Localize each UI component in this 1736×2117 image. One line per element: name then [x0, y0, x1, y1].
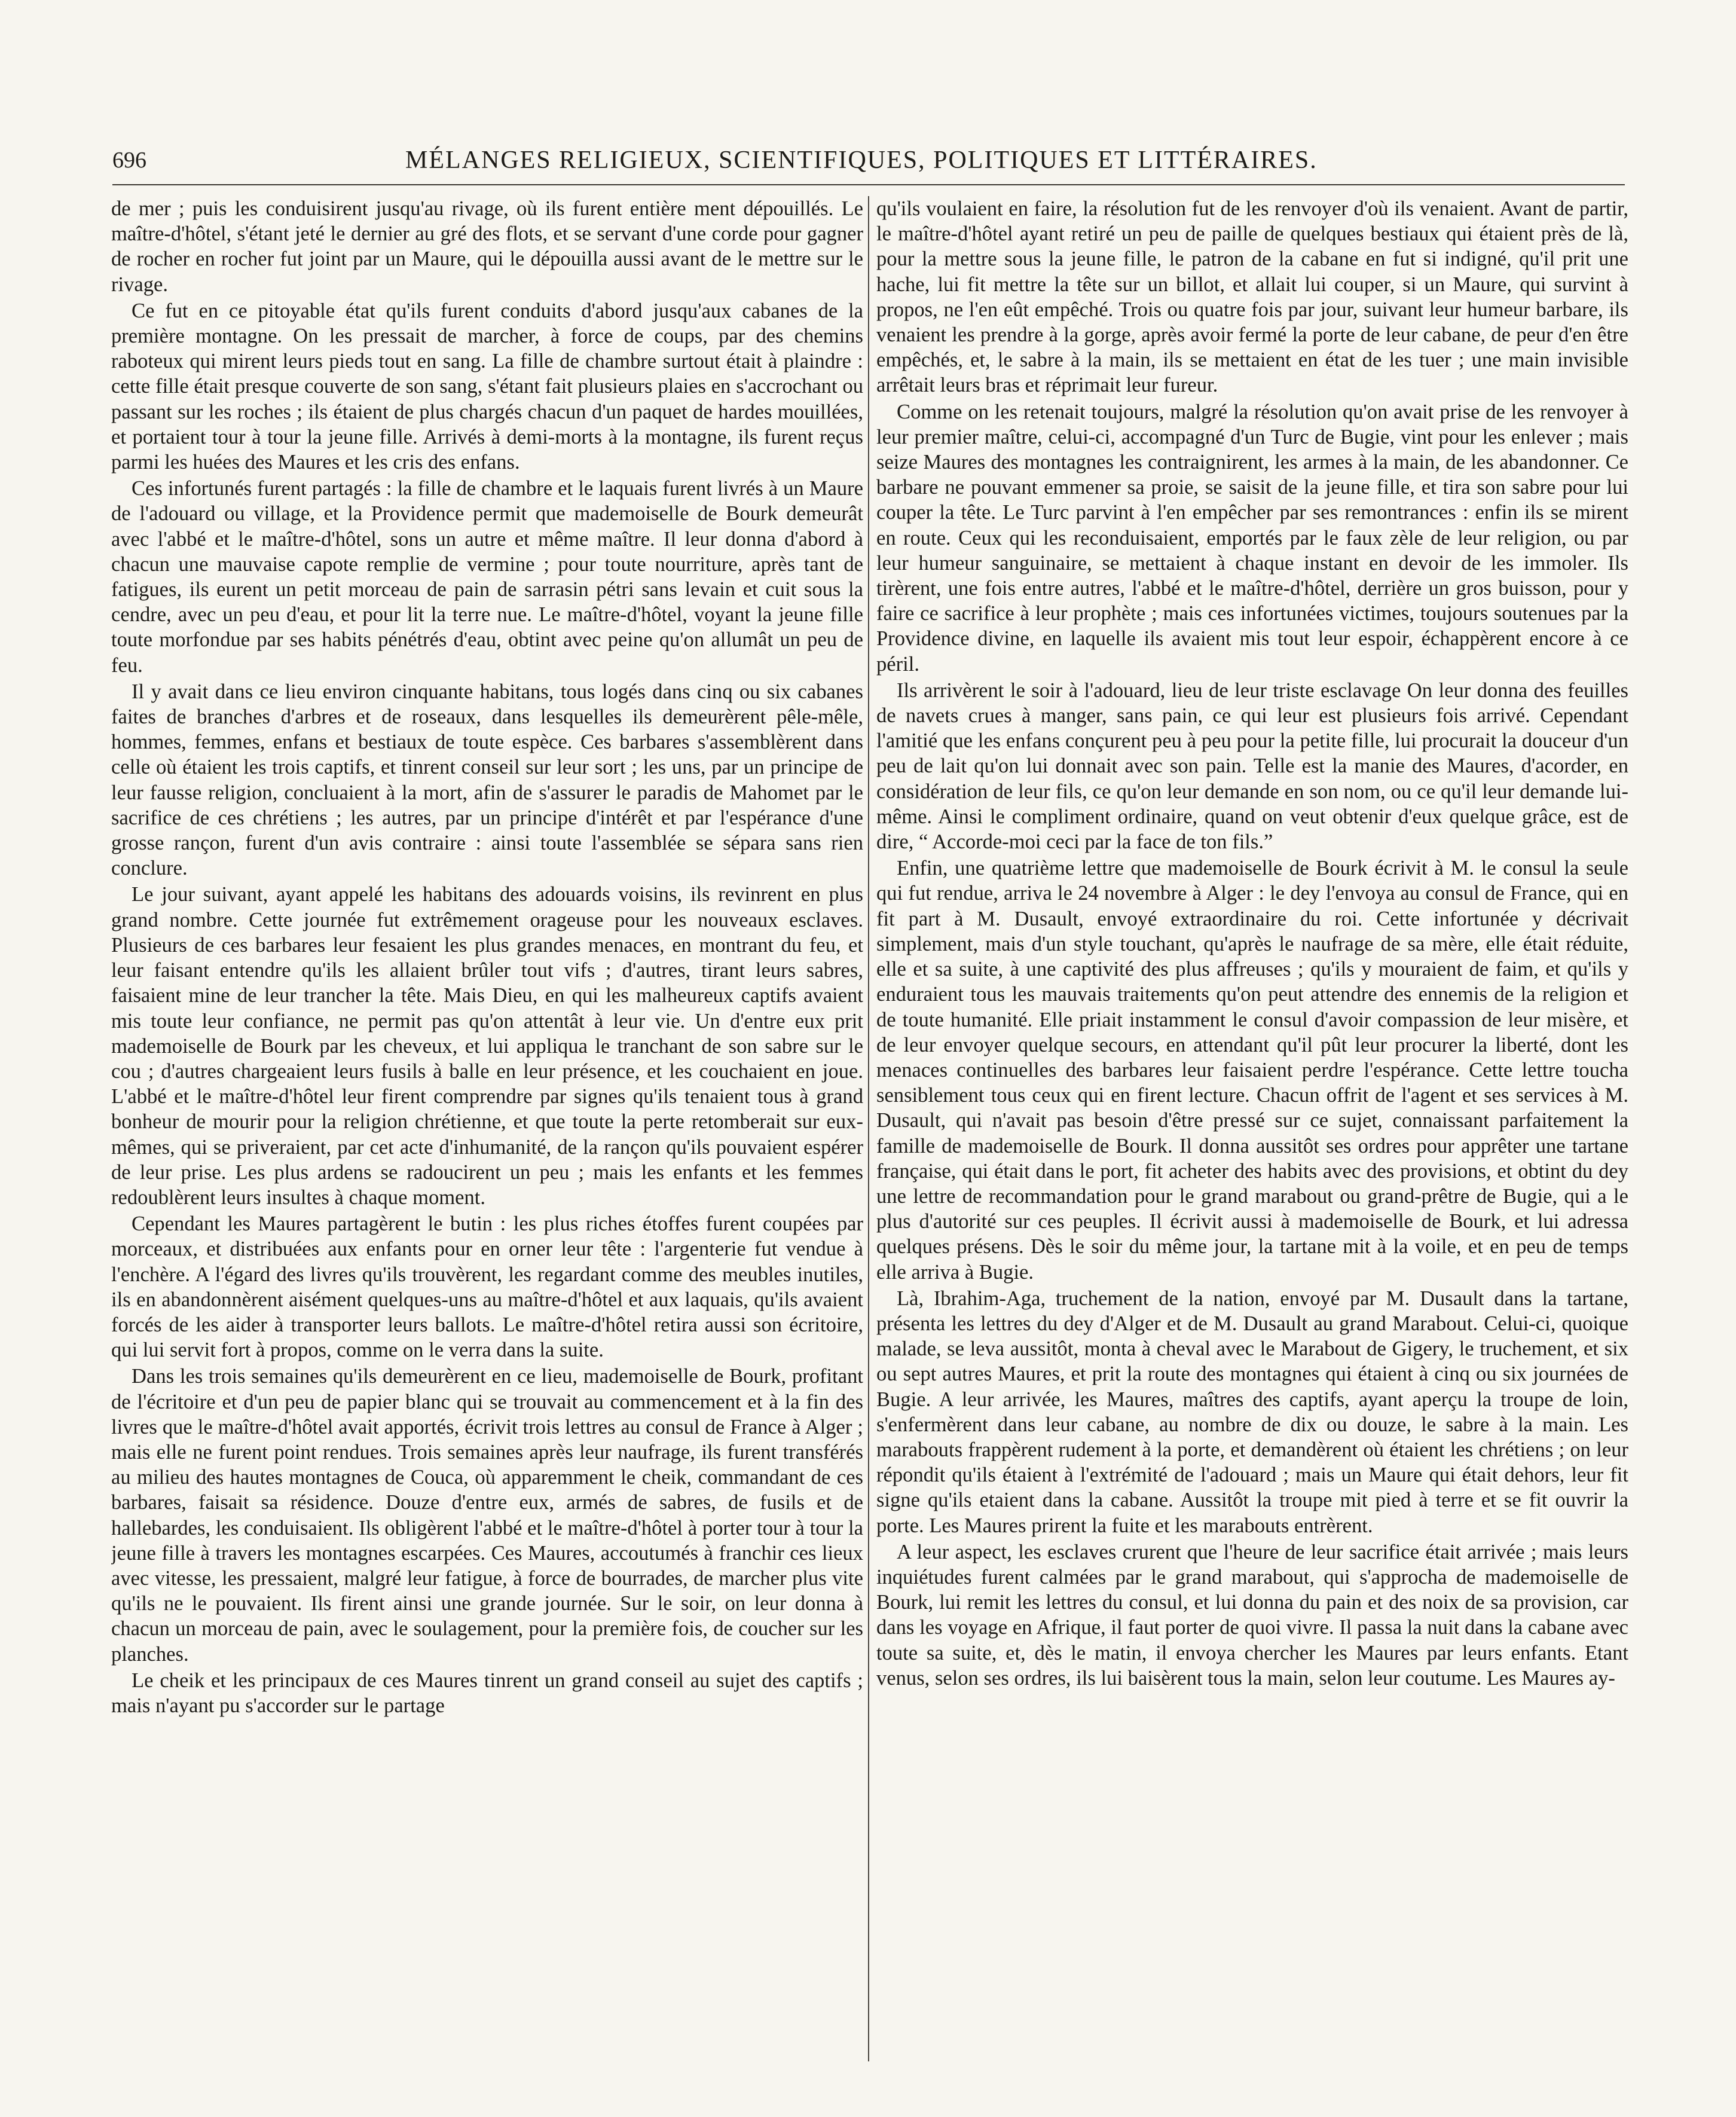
page-number: 696	[112, 148, 146, 173]
paragraph: Là, Ibrahim-Aga, truchement de la nation, envoyé par M. Dusault dans la tartane, présenta les lettres du dey d'Alger et de M. Dusault au grand Marabout. Celui-ci, quoique malade, se leva aussitôt, monta à cheval avec le Marabout de Gigery, le truchement, et six ou sept autres Maures, et prit la route des montagnes qui étaient à cinq ou six journées de Bugie. A leur arrivée, les Maures, maîtres des captifs, ayant aperçu la troupe de loin, s'enfermèrent dans leur cabane, au nombre de dix ou douze, le sabre à la main. Les marabouts frappèrent rudement à la porte, et demandèrent où étaient les chrétiens ; on leur répondit qu'ils étaient à l'extrémité de l'adouard ; mais un Maure qui était dehors, leur fit signe qu'ils etaient dans la cabane. Aussitôt la troupe mit pied à terre et se fit ouvrir la porte. Les Maures prirent la fuite et les marabouts entrèrent.	[876, 1287, 1628, 1537]
paragraph: Le cheik et les principaux de ces Maures tinrent un grand conseil au sujet des captifs ; mais n'ayant pu s'accorder sur le partage	[111, 1669, 863, 1717]
page-header	[112, 142, 1625, 178]
paragraph: A leur aspect, les esclaves crurent que l'heure de leur sacrifice était arrivée ; mais leurs inquiétudes furent calmées par le grand marabout, qui s'approcha de mademoiselle de Bourk, lui remit les lettres du consul, et lui donna du pain et des noix de sa provision, car dans les voyage en Afrique, il faut porter de quoi vivre. Il passa la nuit dans la cabane avec toute sa suite, et, dès le matin, il envoya chercher les Maures par leurs enfants. Etant venus, selon ses ordres, ils lui baisèrent tous la main, selon leur coutume. Les Maures ay-	[876, 1540, 1628, 1690]
paragraph: Ils arrivèrent le soir à l'adouard, lieu de leur triste esclavage On leur donna des feuilles de navets crues à manger, sans pain, ce qui leur est plusieurs fois arrivé. Cependant l'amitié que les enfans conçurent peu à peu pour la petite fille, lui procurait la douceur d'un peu de lait qu'on lui donnait avec son pain. Telle est la manie des Maures, d'acorder, en considération de leur fils, ce qu'on leur demande en son nom, ou ce qu'il leur demande lui-même. Ainsi le compliment ordinaire, quand on veut obtenir d'eux quelque grâce, est de dire, “ Accorde-moi ceci par la face de ton fils.”	[876, 679, 1628, 854]
running-title: MÉLANGES RELIGIEUX, SCIENTIFIQUES, POLITIQUES ET LITTÉRAIRES.	[405, 146, 1318, 174]
paragraph: Comme on les retenait toujours, malgré la résolution qu'on avait prise de les renvoyer à leur premier maître, celui-ci, accompagné d'un Turc de Bugie, vint pour les enlever ; mais seize Maures des montagnes les contraignirent, les armes à la main, de les abandonner. Ce barbare ne pouvant emmener sa proie, se saisit de la jeune fille, et tira son sabre pour lui couper la tête. Le Turc parvint à l'en empêcher par ses remontrances : enfin ils se mirent en route. Ceux qui les reconduisaient, emportés par le faux zèle de leur religion, ou par leur humeur sanguinaire, se mettaient à chaque instant en devoir de les immoler. Ils tirèrent, une fois entre autres, l'abbé et le maître-d'hôtel, derrière un gros buisson, pour y faire ce sacrifice à leur prophète ; mais ces infortunées victimes, toujours soutenues par la Providence divine, en laquelle ils avaient mis tout leur espoir, échappèrent encore à ce péril.	[876, 400, 1628, 676]
left-column	[111, 196, 863, 2067]
paragraph: Dans les trois semaines qu'ils demeurèrent en ce lieu, mademoiselle de Bourk, profitant de l'écritoire et d'un peu de papier blanc qui se trouvait au commencement et à la fin des livres que le maître-d'hôtel avait apportés, écrivit trois lettres au consul de France à Alger ; mais elle ne furent point rendues. Trois semaines après leur naufrage, ils furent transférés au milieu des hautes montagnes de Couca, où apparemment le cheik, commandant de ces barbares, faisait sa résidence. Douze d'entre eux, armés de sabres, de fusils et de hallebardes, les conduisaient. Ils obligèrent l'abbé et le maître-d'hôtel à porter tour à tour la jeune fille à travers les montagnes escarpées. Ces Maures, accoutumés à franchir ces lieux avec vitesse, les pressaient, malgré leur fatigue, à force de bourrades, de marcher plus vite qu'ils ne le pouvaient. Ils firent ainsi une grande journée. Sur le soir, on leur donna à chacun un morceau de pain, avec le soulagement, pour la première fois, de coucher sur les planches.	[111, 1365, 863, 1666]
right-column	[876, 196, 1628, 2067]
paragraph: qu'ils voulaient en faire, la résolution fut de les renvoyer d'où ils venaient. Avant de partir, le maître-d'hôtel ayant retiré un peu de paille de quelques bestiaux qui étaient près de là, pour la mettre sous la jeune fille, le patron de la cabane en fut si indigné, qu'il prit une hache, lui fit mettre la tête sur un billot, et allait lui couper, si un Maure, qui survint à propos, ne l'en eût empêché. Trois ou quatre fois par jour, suivant leur humeur barbare, ils venaient les prendre à la gorge, après avoir fermé la porte de leur cabane, de peur d'en être empêchés, et, le sabre à la main, ils se mettaient en état de les tuer ; une main invisible arrêtait leurs bras et réprimait leur fureur.	[876, 197, 1628, 397]
paragraph: Cependant les Maures partagèrent le butin : les plus riches étoffes furent coupées par morceaux, et distribuées aux enfants pour en orner leur tête : l'argenterie fut vendue à l'enchère. A l'égard des livres qu'ils trouvèrent, les regardant comme des meubles inutiles, ils en abandonnèrent aisément quelques-uns au maître-d'hôtel et aux laquais, qu'ils avaient forcés de les aider à transporter leurs ballots. Le maître-d'hôtel retira aussi son écritoire, qui lui servit fort à propos, comme on le verra dans la suite.	[111, 1212, 863, 1362]
column-divider	[868, 196, 869, 2061]
paragraph: Le jour suivant, ayant appelé les habitans des adouards voisins, ils revinrent en plus grand nombre. Cette journée fut extrêmement orageuse pour les nouveaux esclaves. Plusieurs de ces barbares leur fesaient les plus grandes menaces, en montrant du feu, et leur faisant entendre qu'ils les allaient brûler tout vifs ; d'autres, tirant leurs sabres, faisaient mine de leur trancher la tête. Mais Dieu, en qui les malheureux captifs avaient mis toute leur confiance, ne permit pas qu'on attentât à leur vie. Un d'entre eux prit mademoiselle de Bourk par les cheveux, et lui appliqua le tranchant de son sabre sur le cou ; d'autres chargeaient leurs fusils à balle en leur présence, et les couchaient en joue. L'abbé et le maître-d'hôtel leur firent comprendre par signes qu'ils tenaient tous à grand bonheur de mourir pour la religion chrétienne, et que toute la perte retomberait sur eux-mêmes, qui se priveraient, par cet acte d'inhumanité, de la rançon qu'ils pouvaient espérer de leur prise. Les plus ardens se radoucirent un peu ; mais les enfants et les femmes redoublèrent leurs insultes à chaque moment.	[111, 883, 863, 1209]
paragraph: Il y avait dans ce lieu environ cinquante habitans, tous logés dans cinq ou six cabanes faites de branches d'arbres et de roseaux, dans lesquelles ils demeurèrent pêle-mêle, hommes, femmes, enfans et bestiaux de toute espèce. Ces barbares s'assemblèrent dans celle où étaient les trois captifs, et tinrent conseil sur leur sort ; les uns, par un principe de leur fausse religion, concluaient à la mort, afin de s'assurer le paradis de Mahomet par le sacrifice de ces chrétiens ; les autres, par un principe d'intérêt et par l'espérance d'une grosse rançon, furent d'un avis contraire : ainsi toute l'assemblée se sépara sans rien conclure.	[111, 680, 863, 880]
paragraph: Ces infortunés furent partagés : la fille de chambre et le laquais furent livrés à un Maure de l'adouard ou village, et la Providence permit que mademoiselle de Bourk demeurât avec l'abbé et le maître-d'hôtel, sons un autre et même maître. Il leur donna d'abord à chacun une mauvaise capote remplie de vermine ; pour toute nourriture, après tant de fatigues, ils eurent un petit morceau de pain de sarrasin pétri sans levain et cuit sous la cendre, avec un peu d'eau, et pour lit la terre nue. Le maître-d'hôtel, voyant la jeune fille toute morfondue par ses habits pénétrés d'eau, obtint avec peine qu'on allumât un peu de feu.	[111, 477, 863, 677]
paragraph: de mer ; puis les conduisirent jusqu'au rivage, où ils furent entière ment dépouillés. Le maître-d'hôtel, s'étant jeté le dernier au gré des flots, et se servant d'une corde pour gagner de rocher en rocher fut joint par un Maure, qui le dépouilla aussi avant de le mettre sur le rivage.	[111, 197, 863, 296]
header-rule	[112, 184, 1625, 185]
paragraph: Ce fut en ce pitoyable état qu'ils furent conduits d'abord jusqu'aux cabanes de la première montagne. On les pressait de marcher, à force de coups, par des chemins raboteux qui mirent leurs pieds tout en sang. La fille de chambre surtout était à plaindre : cette fille était presque couverte de son sang, s'étant fait plusieurs plaies en s'accrochant ou passant sur les roches ; ils étaient de plus chargés chacun d'un paquet de hardes mouillées, et portaient tour à tour la jeune fille. Arrivés à demi-morts à la montagne, ils furent reçus parmi les huées des Maures et les cris des enfans.	[111, 299, 863, 474]
paragraph: Enfin, une quatrième lettre que mademoiselle de Bourk écrivit à M. le consul la seule qui fut rendue, arriva le 24 novembre à Alger : le dey l'envoya au consul de France, qui en fit part à M. Dusault, envoyé extraordinaire du roi. Cette infortunée y décrivait simplement, mais d'un style touchant, qu'après le naufrage de sa mère, elle était réduite, elle et sa suite, à une captivité des plus affreuses ; qu'ils y mouraient de faim, et qu'ils y enduraient tous les mauvais traitements qu'on peut attendre des ennemis de la religion et de toute humanité. Elle priait instamment le consul d'avoir compassion de leur misère, et de leur envoyer quelque secours, en attendant qu'il pût leur procurer la liberté, dont les menaces continuelles des barbares leur faisaient perdre l'espérance. Cette lettre toucha sensiblement tous ceux qui en firent lecture. Chacun offrit de l'agent et ses services à M. Dusault, qui n'avait pas besoin d'être pressé sur ce sujet, connaissant parfaitement la famille de mademoiselle de Bourk. Il donna aussitôt ses ordres pour apprêter une tartane française, qui était dans le port, fit acheter des habits avec des provisions, et obtint du dey une lettre de recommandation pour le grand marabout ou grand-prêtre de Bugie, qui a le plus d'autorité sur ces peuples. Il écrivit aussi à mademoiselle de Bourk, et lui adressa quelques présens. Dès le soir du même jour, la tartane mit à la voile, et en peu de temps elle arriva à Bugie.	[876, 857, 1628, 1284]
